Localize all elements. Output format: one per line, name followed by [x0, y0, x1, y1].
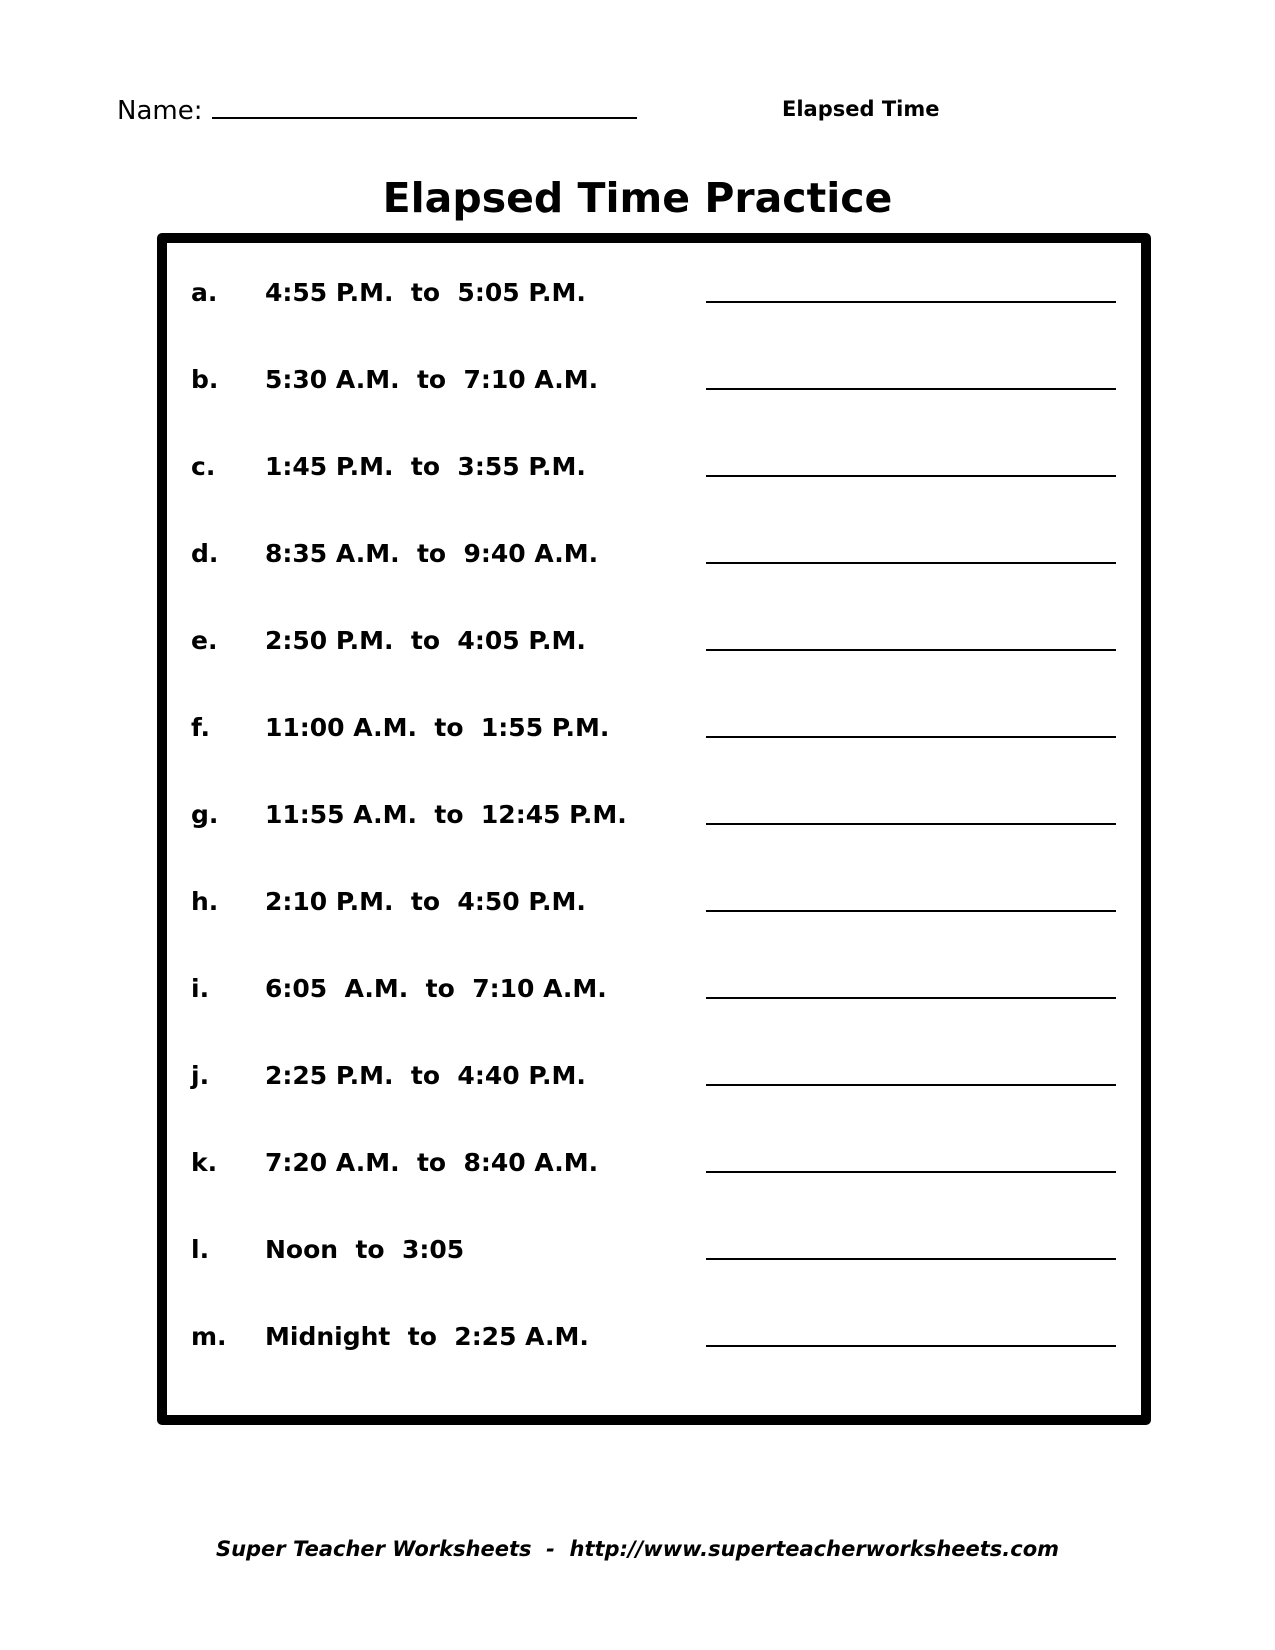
problem-text: 8:35 A.M. to 9:40 A.M. — [265, 539, 599, 568]
answer-line[interactable] — [706, 823, 1116, 825]
name-answer-line[interactable] — [212, 88, 637, 119]
answer-line[interactable] — [706, 1171, 1116, 1173]
problem-letter: f. — [191, 713, 211, 742]
footer-credit: Super Teacher Worksheets - http://www.superteacherworksheets.com — [215, 1537, 1060, 1561]
problem-text: 11:55 A.M. to 12:45 P.M. — [265, 800, 627, 829]
problem-letter: e. — [191, 626, 218, 655]
problem-row — [0, 882, 1275, 922]
page-title: Elapsed Time Practice — [382, 174, 893, 222]
problem-text: 6:05 A.M. to 7:10 A.M. — [265, 974, 607, 1003]
problem-letter: b. — [191, 365, 219, 394]
problem-row — [0, 534, 1275, 574]
answer-line[interactable] — [706, 649, 1116, 651]
problem-text: Midnight to 2:25 A.M. — [265, 1322, 589, 1351]
problem-row — [0, 1143, 1275, 1183]
problem-letter: g. — [191, 800, 219, 829]
problem-row — [0, 1317, 1275, 1357]
name-field-label — [117, 88, 637, 129]
problem-row — [0, 447, 1275, 487]
problem-letter: m. — [191, 1322, 227, 1351]
answer-line[interactable] — [706, 388, 1116, 390]
problem-letter: h. — [191, 887, 219, 916]
problem-row — [0, 621, 1275, 661]
problem-letter: l. — [191, 1235, 210, 1264]
problem-text: 2:10 P.M. to 4:50 P.M. — [265, 887, 586, 916]
problem-letter: i. — [191, 974, 210, 1003]
problem-text: Noon to 3:05 — [265, 1235, 465, 1264]
answer-line[interactable] — [706, 997, 1116, 999]
problem-row — [0, 273, 1275, 313]
problem-letter: a. — [191, 278, 218, 307]
answer-line[interactable] — [706, 736, 1116, 738]
problem-text: 4:55 P.M. to 5:05 P.M. — [265, 278, 586, 307]
answer-line[interactable] — [706, 1084, 1116, 1086]
answer-line[interactable] — [706, 1345, 1116, 1347]
answer-line[interactable] — [706, 562, 1116, 564]
problem-row — [0, 708, 1275, 748]
answer-line[interactable] — [706, 910, 1116, 912]
problem-row — [0, 795, 1275, 835]
problem-letter: d. — [191, 539, 219, 568]
name-label-text: Name: — [117, 96, 203, 126]
problem-text: 2:50 P.M. to 4:05 P.M. — [265, 626, 586, 655]
problem-row — [0, 1056, 1275, 1096]
answer-line[interactable] — [706, 1258, 1116, 1260]
problem-text: 7:20 A.M. to 8:40 A.M. — [265, 1148, 599, 1177]
problem-text: 1:45 P.M. to 3:55 P.M. — [265, 452, 586, 481]
problem-text: 2:25 P.M. to 4:40 P.M. — [265, 1061, 586, 1090]
problem-row — [0, 969, 1275, 1009]
problem-row — [0, 360, 1275, 400]
problem-text: 11:00 A.M. to 1:55 P.M. — [265, 713, 610, 742]
problem-text: 5:30 A.M. to 7:10 A.M. — [265, 365, 599, 394]
problem-row — [0, 1230, 1275, 1270]
answer-line[interactable] — [706, 301, 1116, 303]
problem-letter: c. — [191, 452, 216, 481]
problem-letter: j. — [191, 1061, 210, 1090]
header-topic: Elapsed Time — [782, 97, 940, 121]
problem-letter: k. — [191, 1148, 218, 1177]
answer-line[interactable] — [706, 475, 1116, 477]
